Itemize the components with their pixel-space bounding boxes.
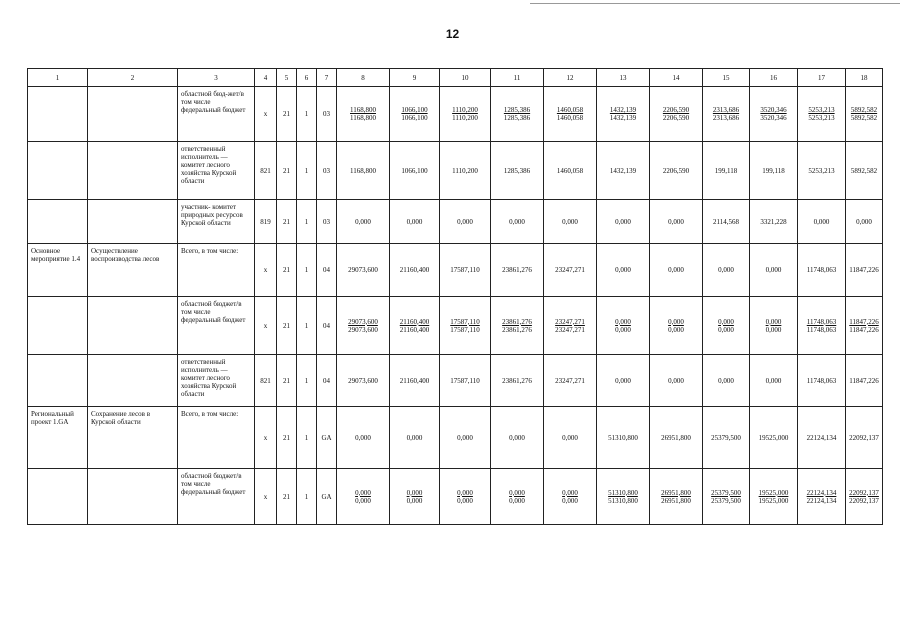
funding-source-cell: областной бюджет/в том числе федеральный бюджет	[178, 469, 255, 525]
value-federal: 25379,500	[711, 496, 741, 505]
value-total: 1285,386	[503, 106, 531, 114]
value-federal: 1066,100	[401, 114, 428, 122]
value-federal: 22124,134	[806, 496, 837, 505]
value-cell: 2114,568	[703, 200, 750, 244]
measure-cell: Основное мероприятие 1.4	[28, 244, 88, 297]
code-cell: 03	[317, 200, 337, 244]
value-total: 11748,063	[806, 317, 837, 326]
value-cell: 1066,100	[390, 142, 440, 200]
column-header: 8	[337, 69, 390, 87]
value-cell: 1432,139	[597, 142, 650, 200]
measure-name-cell	[88, 297, 178, 355]
value-cell	[491, 297, 544, 355]
value-federal: 2313,686	[712, 114, 740, 122]
value-cell	[440, 297, 491, 355]
code-cell: 821	[255, 142, 277, 200]
value-cell: 29073,600	[337, 244, 390, 297]
column-header: 2	[88, 69, 178, 87]
value-federal: 26951,800	[661, 496, 691, 505]
value-federal: 21160,400	[399, 325, 430, 334]
value-federal: 23861,276	[502, 325, 532, 334]
table-row	[28, 407, 883, 469]
value-cell: 11748,063	[798, 244, 846, 297]
value-cell: 23247,271	[544, 355, 597, 407]
value-cell	[440, 469, 491, 525]
value-total: 0,000	[615, 317, 631, 326]
value-cell: 0,000	[440, 200, 491, 244]
value-total: 51310,800	[608, 488, 638, 497]
value-federal: 0,000	[562, 496, 578, 505]
code-cell: 21	[277, 200, 297, 244]
value-cell: 11748,063	[798, 355, 846, 407]
table-row	[28, 142, 883, 200]
value-total: 0,000	[355, 488, 371, 497]
value-total: 0,000	[765, 317, 782, 326]
value-federal: 2206,590	[662, 114, 690, 122]
measure-cell: Региональный проект 1.GA	[28, 407, 88, 469]
value-total: 1432,139	[609, 106, 637, 114]
value-cell	[390, 87, 440, 142]
value-cell: 23247,271	[544, 244, 597, 297]
column-header: 3	[178, 69, 255, 87]
value-federal: 1460,058	[556, 114, 584, 122]
value-cell	[703, 297, 750, 355]
code-cell: х	[255, 407, 277, 469]
value-cell: 23861,276	[491, 244, 544, 297]
value-cell: 5253,213	[798, 142, 846, 200]
code-cell: GA	[317, 407, 337, 469]
value-federal: 1432,139	[609, 114, 637, 122]
funding-source-cell: Всего, в том числе:	[178, 407, 255, 469]
budget-table	[27, 68, 883, 525]
value-cell	[390, 469, 440, 525]
value-cell: 0,000	[491, 407, 544, 469]
value-total: 22092,137	[849, 488, 879, 497]
table-header-row	[28, 69, 883, 87]
value-cell: 0,000	[390, 200, 440, 244]
value-cell	[597, 87, 650, 142]
value-cell	[798, 87, 846, 142]
value-federal: 17587,110	[450, 325, 480, 334]
code-cell: х	[255, 297, 277, 355]
value-cell: 0,000	[597, 200, 650, 244]
column-header: 17	[798, 69, 846, 87]
value-cell	[846, 87, 883, 142]
value-cell: 0,000	[544, 407, 597, 469]
code-cell: 1	[297, 142, 317, 200]
value-total: 1168,800	[350, 106, 376, 114]
code-cell: 1	[297, 87, 317, 142]
column-header: 10	[440, 69, 491, 87]
value-cell: 25379,500	[703, 407, 750, 469]
code-cell: 03	[317, 142, 337, 200]
code-cell: 821	[255, 355, 277, 407]
value-cell: 0,000	[703, 244, 750, 297]
value-cell: 3321,228	[750, 200, 798, 244]
value-cell: 1168,800	[337, 142, 390, 200]
value-cell: 0,000	[337, 200, 390, 244]
code-cell: 21	[277, 87, 297, 142]
value-cell: 26951,800	[650, 407, 703, 469]
value-cell: 22092,137	[846, 407, 883, 469]
value-cell	[750, 297, 798, 355]
value-cell: 0,000	[798, 200, 846, 244]
column-header: 16	[750, 69, 798, 87]
value-federal: 0,000	[615, 325, 631, 334]
value-cell: 2206,590	[650, 142, 703, 200]
value-total: 29073,600	[348, 317, 378, 326]
value-federal: 0,000	[668, 325, 684, 334]
value-cell: 199,118	[703, 142, 750, 200]
code-cell: х	[255, 244, 277, 297]
code-cell: 1	[297, 244, 317, 297]
value-cell: 17587,110	[440, 244, 491, 297]
value-total: 0,000	[509, 488, 525, 497]
value-cell	[440, 87, 491, 142]
code-cell: 1	[297, 469, 317, 525]
value-cell	[337, 297, 390, 355]
column-header: 15	[703, 69, 750, 87]
value-cell: 51310,800	[597, 407, 650, 469]
code-cell: 1	[297, 297, 317, 355]
code-cell: 1	[297, 200, 317, 244]
value-cell: 0,000	[703, 355, 750, 407]
measure-name-cell	[88, 355, 178, 407]
code-cell: 04	[317, 355, 337, 407]
value-federal: 0,000	[718, 325, 734, 334]
value-cell	[337, 87, 390, 142]
value-cell: 0,000	[597, 355, 650, 407]
value-cell: 199,118	[750, 142, 798, 200]
table-row	[28, 297, 883, 355]
measure-cell	[28, 469, 88, 525]
table-row	[28, 355, 883, 407]
measure-cell	[28, 355, 88, 407]
value-federal: 1285,386	[503, 114, 531, 122]
value-cell: 0,000	[750, 355, 798, 407]
value-federal: 23247,271	[555, 325, 585, 334]
measure-name-cell	[88, 142, 178, 200]
value-cell: 0,000	[440, 407, 491, 469]
table-row	[28, 87, 883, 142]
code-cell: 21	[277, 142, 297, 200]
value-total: 19525,000	[758, 488, 789, 497]
measure-cell	[28, 297, 88, 355]
value-cell: 11847,226	[846, 244, 883, 297]
measure-name-cell	[88, 200, 178, 244]
value-cell: 0,000	[597, 244, 650, 297]
measure-name-cell	[88, 469, 178, 525]
value-total: 0,000	[718, 317, 734, 326]
value-cell: 21160,400	[390, 244, 440, 297]
column-header: 4	[255, 69, 277, 87]
code-cell: 21	[277, 407, 297, 469]
value-federal: 1110,200	[452, 114, 478, 122]
code-cell: 21	[277, 297, 297, 355]
value-cell	[597, 297, 650, 355]
top-rule	[530, 3, 900, 4]
value-cell: 0,000	[846, 200, 883, 244]
value-cell: 0,000	[337, 407, 390, 469]
value-federal: 3520,346	[760, 114, 787, 122]
value-total: 26951,800	[661, 488, 691, 497]
value-federal: 1168,800	[350, 114, 376, 122]
code-cell: 819	[255, 200, 277, 244]
measure-name-cell: Осуществление воспроизводства лесов	[88, 244, 178, 297]
value-cell: 1285,386	[491, 142, 544, 200]
value-cell	[750, 469, 798, 525]
value-cell: 0,000	[750, 244, 798, 297]
code-cell: х	[255, 469, 277, 525]
value-cell	[491, 469, 544, 525]
value-total: 3520,346	[760, 106, 787, 114]
funding-source-cell: ответственный исполнитель — комитет лесного хозяйства Курской области	[178, 142, 255, 200]
value-federal: 0,000	[765, 325, 782, 334]
value-cell: 0,000	[650, 244, 703, 297]
value-cell: 23861,276	[491, 355, 544, 407]
value-federal: 19525,000	[758, 496, 789, 505]
column-header: 9	[390, 69, 440, 87]
value-cell: 0,000	[390, 407, 440, 469]
value-total: 17587,110	[450, 317, 480, 326]
funding-source-cell: областной бюджет/в том числе федеральный бюджет	[178, 297, 255, 355]
value-cell: 1110,200	[440, 142, 491, 200]
measure-cell	[28, 200, 88, 244]
column-header: 18	[846, 69, 883, 87]
value-cell	[650, 87, 703, 142]
value-federal: 11748,063	[806, 325, 837, 334]
value-cell	[544, 297, 597, 355]
funding-source-cell: Всего, в том числе:	[178, 244, 255, 297]
code-cell: 21	[277, 355, 297, 407]
code-cell: 1	[297, 407, 317, 469]
code-cell: 04	[317, 297, 337, 355]
value-total: 5892,582	[850, 106, 878, 114]
funding-source-cell: участник- комитет природных ресурсов Курской области	[178, 200, 255, 244]
code-cell: 21	[277, 469, 297, 525]
value-federal: 0,000	[355, 496, 371, 505]
value-cell	[650, 297, 703, 355]
column-header: 14	[650, 69, 703, 87]
code-cell: 21	[277, 244, 297, 297]
value-total: 11847,226	[849, 317, 879, 326]
value-cell	[491, 87, 544, 142]
column-header: 12	[544, 69, 597, 87]
value-cell: 0,000	[544, 200, 597, 244]
value-cell	[750, 87, 798, 142]
value-total: 0,000	[562, 488, 578, 497]
value-federal: 22092,137	[849, 496, 879, 505]
value-total: 0,000	[406, 488, 423, 497]
value-federal: 0,000	[406, 496, 423, 505]
value-total: 2206,590	[662, 106, 690, 114]
column-header: 7	[317, 69, 337, 87]
value-cell: 19525,000	[750, 407, 798, 469]
value-cell	[337, 469, 390, 525]
value-cell	[650, 469, 703, 525]
value-total: 1066,100	[401, 106, 428, 114]
value-total: 1110,200	[452, 106, 478, 114]
page-number: 12	[445, 27, 460, 41]
column-header: 11	[491, 69, 544, 87]
column-header: 13	[597, 69, 650, 87]
value-federal: 0,000	[457, 496, 473, 505]
value-total: 5253,213	[808, 106, 835, 114]
measure-name-cell: Сохранение лесов в Курской области	[88, 407, 178, 469]
value-total: 23247,271	[555, 317, 585, 326]
value-total: 2313,686	[712, 106, 740, 114]
value-federal: 0,000	[509, 496, 525, 505]
value-total: 23861,276	[502, 317, 532, 326]
code-cell: 1	[297, 355, 317, 407]
value-cell: 0,000	[650, 355, 703, 407]
column-header: 1	[28, 69, 88, 87]
code-cell: 03	[317, 87, 337, 142]
value-federal: 29073,600	[348, 325, 378, 334]
measure-name-cell	[88, 87, 178, 142]
measure-cell	[28, 142, 88, 200]
value-total: 21160,400	[399, 317, 430, 326]
value-cell	[544, 87, 597, 142]
value-total: 1460,058	[556, 106, 584, 114]
funding-source-cell: ответственный исполнитель — комитет лесного хозяйства Курской области	[178, 355, 255, 407]
table-row	[28, 469, 883, 525]
value-cell: 17587,110	[440, 355, 491, 407]
value-total: 0,000	[668, 317, 684, 326]
code-cell: 04	[317, 244, 337, 297]
value-cell	[846, 297, 883, 355]
value-cell: 11847,226	[846, 355, 883, 407]
column-header: 6	[297, 69, 317, 87]
value-cell: 0,000	[491, 200, 544, 244]
value-total: 0,000	[457, 488, 473, 497]
funding-source-cell: областной бюд-жет/в том числе федеральный бюджет	[178, 87, 255, 142]
code-cell: GA	[317, 469, 337, 525]
value-cell	[544, 469, 597, 525]
value-cell: 21160,400	[390, 355, 440, 407]
value-federal: 5892,582	[850, 114, 878, 122]
value-cell	[846, 469, 883, 525]
value-cell: 29073,600	[337, 355, 390, 407]
table-row	[28, 200, 883, 244]
column-header: 5	[277, 69, 297, 87]
table-row	[28, 244, 883, 297]
value-cell: 22124,134	[798, 407, 846, 469]
value-federal: 51310,800	[608, 496, 638, 505]
value-cell: 1460,058	[544, 142, 597, 200]
value-cell	[390, 297, 440, 355]
value-cell	[798, 469, 846, 525]
measure-cell	[28, 87, 88, 142]
value-cell: 5892,582	[846, 142, 883, 200]
value-cell: 0,000	[650, 200, 703, 244]
value-federal: 11847,226	[849, 325, 879, 334]
value-total: 22124,134	[806, 488, 837, 497]
value-cell	[703, 87, 750, 142]
value-cell	[703, 469, 750, 525]
code-cell: х	[255, 87, 277, 142]
value-federal: 5253,213	[808, 114, 835, 122]
value-total: 25379,500	[711, 488, 741, 497]
value-cell	[798, 297, 846, 355]
value-cell	[597, 469, 650, 525]
